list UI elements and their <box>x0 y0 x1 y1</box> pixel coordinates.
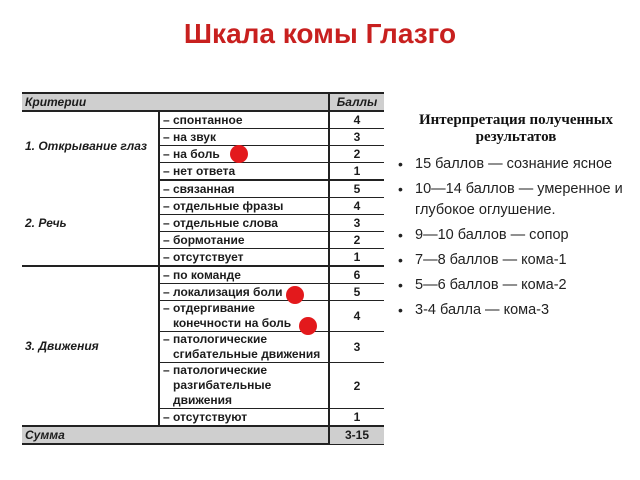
list-item-text: 9—10 баллов — сопор <box>415 227 569 243</box>
list-item <box>396 300 636 321</box>
response-cell: – отсутствуют <box>159 409 329 427</box>
response-cell: – бормотание <box>159 232 329 249</box>
response-line: сгибательные движения <box>173 347 321 361</box>
response-cell: – нет ответа <box>159 163 329 181</box>
list-item-text: 15 баллов — сознание ясное <box>415 156 613 172</box>
list-item <box>396 275 636 296</box>
response-cell: – спонтанное <box>159 111 329 129</box>
response-cell: – связанная <box>159 180 329 198</box>
interpretation-title: Интерпретация полученных результатов <box>419 112 613 145</box>
response-line: – патологические <box>163 332 268 346</box>
list-item-text: 10—14 баллов — умеренное и глубокое оглушение. <box>415 181 623 218</box>
table-row <box>22 111 384 129</box>
red-mark-eye-pain <box>230 145 248 163</box>
list-item <box>396 225 636 246</box>
table-row <box>22 266 384 284</box>
score-cell: 1 <box>329 409 384 427</box>
table-row <box>22 180 384 198</box>
response-cell: – локализация боли <box>159 284 329 301</box>
bullet-icon: • <box>398 156 403 172</box>
red-mark-withdrawal <box>299 317 317 335</box>
criterion-motor: 3. Движения <box>22 266 159 426</box>
score-cell: 4 <box>329 198 384 215</box>
list-item-text: 7—8 баллов — кома-1 <box>415 252 567 268</box>
response-line: – отдергивание <box>163 301 255 315</box>
list-item-text: 3-4 балла — кома-3 <box>415 302 550 318</box>
criterion-speech: 2. Речь <box>22 180 159 266</box>
glasgow-coma-scale-table <box>22 92 384 445</box>
bullet-icon: • <box>398 302 403 318</box>
list-item <box>396 250 636 271</box>
score-cell: 4 <box>329 301 384 332</box>
response-line: – патологические <box>163 363 268 377</box>
score-cell: 2 <box>329 363 384 409</box>
score-cell: 3 <box>329 215 384 232</box>
response-cell: – отдельные фразы <box>159 198 329 215</box>
score-cell: 1 <box>329 163 384 181</box>
bullet-icon: • <box>398 227 403 243</box>
response-cell: – на боль <box>159 146 329 163</box>
bullet-icon: • <box>398 277 403 293</box>
response-cell <box>159 332 329 363</box>
response-cell: – на звук <box>159 129 329 146</box>
list-item <box>396 154 636 175</box>
red-mark-localization <box>286 286 304 304</box>
response-cell: – отдельные слова <box>159 215 329 232</box>
score-cell: 6 <box>329 266 384 284</box>
interpretation-panel <box>396 112 636 325</box>
response-cell: – по команде <box>159 266 329 284</box>
page-title: Шкала комы Глазго <box>183 18 457 49</box>
total-label: Сумма <box>22 426 329 444</box>
total-score: 3-15 <box>329 426 384 444</box>
criterion-eye-opening: 1. Открывание глаз <box>25 139 148 153</box>
score-header: Баллы <box>329 93 384 111</box>
interpretation-list <box>396 154 636 321</box>
bullet-icon: • <box>398 181 403 197</box>
score-cell: 3 <box>329 129 384 146</box>
score-cell: 3 <box>329 332 384 363</box>
response-line: конечности на боль <box>173 316 292 330</box>
response-cell <box>159 363 329 409</box>
score-cell: 2 <box>329 232 384 249</box>
list-item-text: 5—6 баллов — кома-2 <box>415 277 567 293</box>
score-cell: 1 <box>329 249 384 267</box>
response-line: разгибательные движения <box>173 378 272 407</box>
score-cell: 5 <box>329 180 384 198</box>
bullet-icon: • <box>398 252 403 268</box>
response-cell: – отсутствует <box>159 249 329 267</box>
table-header-row <box>22 93 384 111</box>
list-item <box>396 179 636 221</box>
score-cell: 2 <box>329 146 384 163</box>
total-row <box>22 426 384 444</box>
score-cell: 5 <box>329 284 384 301</box>
score-cell: 4 <box>329 111 384 129</box>
criteria-header: Критерии <box>22 93 329 111</box>
